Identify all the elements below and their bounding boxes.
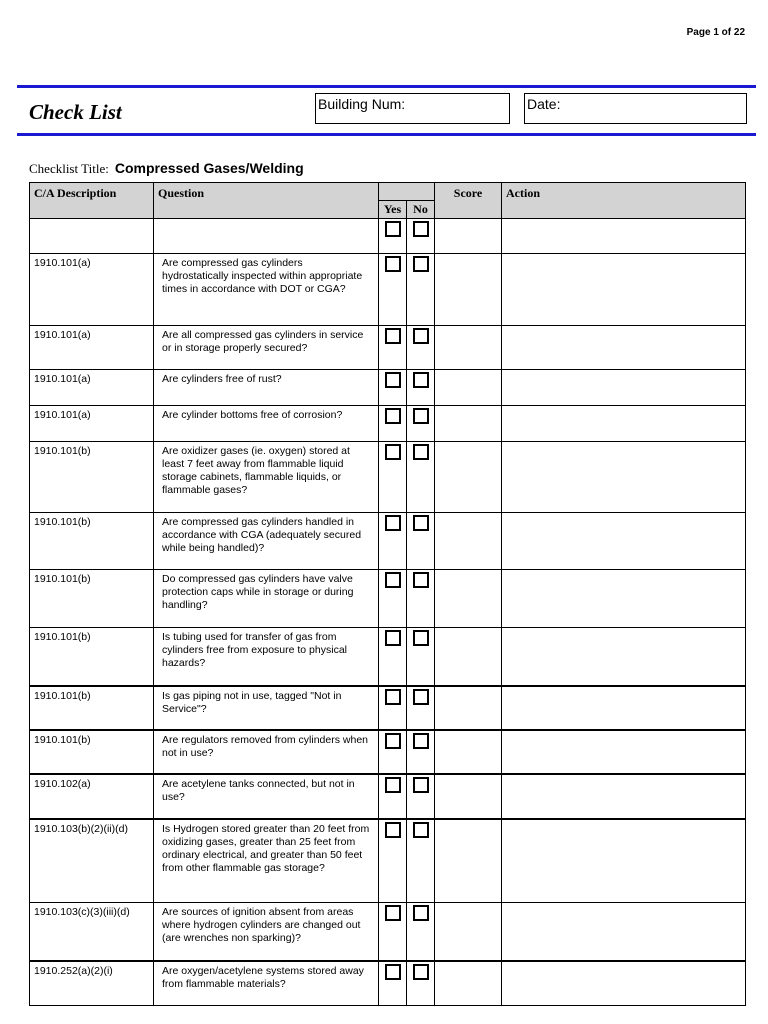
ca-description-cell: 1910.103(b)(2)(ii)(d) <box>30 819 154 903</box>
building-number-field[interactable] <box>315 93 510 124</box>
question-cell: Are oxidizer gases (ie. oxygen) stored at least 7 feet away from flammable liquid storage cabinets, flammable liquids, or flammable gases? <box>154 442 379 513</box>
score-cell[interactable] <box>435 774 502 819</box>
yes-checkbox[interactable] <box>385 630 401 646</box>
score-cell[interactable] <box>435 730 502 774</box>
yes-checkbox[interactable] <box>385 689 401 705</box>
table-row <box>30 628 746 686</box>
question-cell: Are acetylene tanks connected, but not in use? <box>154 774 379 819</box>
no-checkbox[interactable] <box>413 630 429 646</box>
yes-cell <box>379 326 407 370</box>
action-cell[interactable] <box>502 254 746 326</box>
yes-cell <box>379 442 407 513</box>
yes-cell <box>379 730 407 774</box>
no-cell <box>407 570 435 628</box>
question-cell <box>154 219 379 254</box>
no-cell <box>407 628 435 686</box>
header-yes: Yes <box>379 201 407 219</box>
no-cell <box>407 513 435 570</box>
date-field[interactable] <box>524 93 747 124</box>
ca-description-cell: 1910.103(c)(3)(iii)(d) <box>30 903 154 961</box>
action-cell[interactable] <box>502 686 746 730</box>
yes-cell <box>379 254 407 326</box>
header-question: Question <box>154 183 379 219</box>
yes-cell <box>379 819 407 903</box>
score-cell[interactable] <box>435 513 502 570</box>
yes-checkbox[interactable] <box>385 328 401 344</box>
score-cell[interactable] <box>435 819 502 903</box>
no-cell <box>407 961 435 1006</box>
ca-description-cell: 1910.102(a) <box>30 774 154 819</box>
no-checkbox[interactable] <box>413 221 429 237</box>
action-cell[interactable] <box>502 730 746 774</box>
no-checkbox[interactable] <box>413 777 429 793</box>
no-checkbox[interactable] <box>413 444 429 460</box>
score-cell[interactable] <box>435 570 502 628</box>
no-checkbox[interactable] <box>413 733 429 749</box>
yes-checkbox[interactable] <box>385 822 401 838</box>
checklist-title-row <box>29 160 304 177</box>
action-cell[interactable] <box>502 326 746 370</box>
action-cell[interactable] <box>502 570 746 628</box>
yes-checkbox[interactable] <box>385 905 401 921</box>
table-row <box>30 442 746 513</box>
ca-description-cell: 1910.101(b) <box>30 730 154 774</box>
header-bottom-rule <box>17 133 756 136</box>
no-cell <box>407 819 435 903</box>
no-cell <box>407 686 435 730</box>
no-checkbox[interactable] <box>413 372 429 388</box>
yes-checkbox[interactable] <box>385 408 401 424</box>
action-cell[interactable] <box>502 774 746 819</box>
question-cell: Are compressed gas cylinders hydrostatically inspected within appropriate times in accordance with DOT or CGA? <box>154 254 379 326</box>
yes-checkbox[interactable] <box>385 733 401 749</box>
header-top-rule <box>17 85 756 88</box>
question-cell: Is Hydrogen stored greater than 20 feet from oxidizing gases, greater than 25 feet from ordinary electrical, and greater than 50 feet from other flammable gas storage? <box>154 819 379 903</box>
score-cell[interactable] <box>435 961 502 1006</box>
yes-checkbox[interactable] <box>385 515 401 531</box>
ca-description-cell: 1910.101(b) <box>30 442 154 513</box>
ca-description-cell <box>30 219 154 254</box>
ca-description-cell: 1910.101(b) <box>30 570 154 628</box>
yes-cell <box>379 686 407 730</box>
table-row <box>30 903 746 961</box>
question-cell: Are cylinders free of rust? <box>154 370 379 406</box>
ca-description-cell: 1910.101(b) <box>30 686 154 730</box>
checklist-table <box>29 182 746 1006</box>
header-score: Score <box>435 183 502 219</box>
yes-checkbox[interactable] <box>385 444 401 460</box>
table-row <box>30 254 746 326</box>
score-cell[interactable] <box>435 406 502 442</box>
action-cell[interactable] <box>502 628 746 686</box>
yes-cell <box>379 570 407 628</box>
ca-description-cell: 1910.252(a)(2)(i) <box>30 961 154 1006</box>
score-cell[interactable] <box>435 686 502 730</box>
header-action: Action <box>502 183 746 219</box>
yes-cell <box>379 774 407 819</box>
no-cell <box>407 219 435 254</box>
ca-description-cell: 1910.101(b) <box>30 513 154 570</box>
no-checkbox[interactable] <box>413 689 429 705</box>
table-row <box>30 819 746 903</box>
header-ca-description: C/A Description <box>30 183 154 219</box>
no-checkbox[interactable] <box>413 905 429 921</box>
ca-description-cell: 1910.101(a) <box>30 326 154 370</box>
checklist-title-label: Checklist Title: <box>29 161 109 176</box>
score-cell[interactable] <box>435 326 502 370</box>
score-cell[interactable] <box>435 442 502 513</box>
ca-description-cell: 1910.101(a) <box>30 370 154 406</box>
no-cell <box>407 254 435 326</box>
ca-description-cell: 1910.101(b) <box>30 628 154 686</box>
score-cell[interactable] <box>435 219 502 254</box>
yes-cell <box>379 370 407 406</box>
no-cell <box>407 370 435 406</box>
score-cell[interactable] <box>435 370 502 406</box>
yes-cell <box>379 961 407 1006</box>
table-row <box>30 370 746 406</box>
question-cell: Are oxygen/acetylene systems stored away from flammable materials? <box>154 961 379 1006</box>
no-cell <box>407 903 435 961</box>
building-number-label: Building Num: <box>318 96 406 112</box>
table-row <box>30 570 746 628</box>
header-no: No <box>407 201 435 219</box>
score-cell[interactable] <box>435 254 502 326</box>
no-checkbox[interactable] <box>413 515 429 531</box>
question-cell: Is tubing used for transfer of gas from cylinders free from exposure to physical hazards? <box>154 628 379 686</box>
action-cell[interactable] <box>502 442 746 513</box>
ca-description-cell: 1910.101(a) <box>30 406 154 442</box>
action-cell[interactable] <box>502 513 746 570</box>
question-cell: Are sources of ignition absent from areas where hydrogen cylinders are changed out (are wrenches non sparking)? <box>154 903 379 961</box>
question-cell: Is gas piping not in use, tagged "Not in Service"? <box>154 686 379 730</box>
action-cell[interactable] <box>502 406 746 442</box>
action-cell[interactable] <box>502 961 746 1006</box>
no-cell <box>407 326 435 370</box>
no-checkbox[interactable] <box>413 408 429 424</box>
table-row <box>30 730 746 774</box>
action-cell[interactable] <box>502 370 746 406</box>
action-cell[interactable] <box>502 903 746 961</box>
table-row <box>30 513 746 570</box>
table-row <box>30 961 746 1006</box>
action-cell[interactable] <box>502 219 746 254</box>
table-row <box>30 686 746 730</box>
table-row <box>30 219 746 254</box>
checklist-title-value: Compressed Gases/Welding <box>114 160 304 176</box>
yes-checkbox[interactable] <box>385 372 401 388</box>
table-row <box>30 406 746 442</box>
document-title: Check List <box>29 100 122 124</box>
yes-cell <box>379 219 407 254</box>
question-cell: Are cylinder bottoms free of corrosion? <box>154 406 379 442</box>
no-checkbox[interactable] <box>413 964 429 980</box>
no-cell <box>407 442 435 513</box>
score-cell[interactable] <box>435 628 502 686</box>
table-row <box>30 326 746 370</box>
yes-cell <box>379 628 407 686</box>
date-label: Date: <box>527 96 561 112</box>
question-cell: Are regulators removed from cylinders when not in use? <box>154 730 379 774</box>
no-checkbox[interactable] <box>413 822 429 838</box>
no-cell <box>407 774 435 819</box>
action-cell[interactable] <box>502 819 746 903</box>
yes-checkbox[interactable] <box>385 964 401 980</box>
no-cell <box>407 406 435 442</box>
no-checkbox[interactable] <box>413 572 429 588</box>
yes-cell <box>379 406 407 442</box>
table-row <box>30 774 746 819</box>
yes-checkbox[interactable] <box>385 777 401 793</box>
header-yes-no-group <box>379 183 435 201</box>
yes-cell <box>379 513 407 570</box>
yes-checkbox[interactable] <box>385 221 401 237</box>
no-checkbox[interactable] <box>413 256 429 272</box>
page-number: Page 1 of 22 <box>686 27 745 38</box>
question-cell: Are compressed gas cylinders handled in accordance with CGA (adequately secured while being handled)? <box>154 513 379 570</box>
ca-description-cell: 1910.101(a) <box>30 254 154 326</box>
question-cell: Are all compressed gas cylinders in service or in storage properly secured? <box>154 326 379 370</box>
no-checkbox[interactable] <box>413 328 429 344</box>
yes-checkbox[interactable] <box>385 572 401 588</box>
score-cell[interactable] <box>435 903 502 961</box>
yes-checkbox[interactable] <box>385 256 401 272</box>
yes-cell <box>379 903 407 961</box>
no-cell <box>407 730 435 774</box>
question-cell: Do compressed gas cylinders have valve protection caps while in storage or during handling? <box>154 570 379 628</box>
